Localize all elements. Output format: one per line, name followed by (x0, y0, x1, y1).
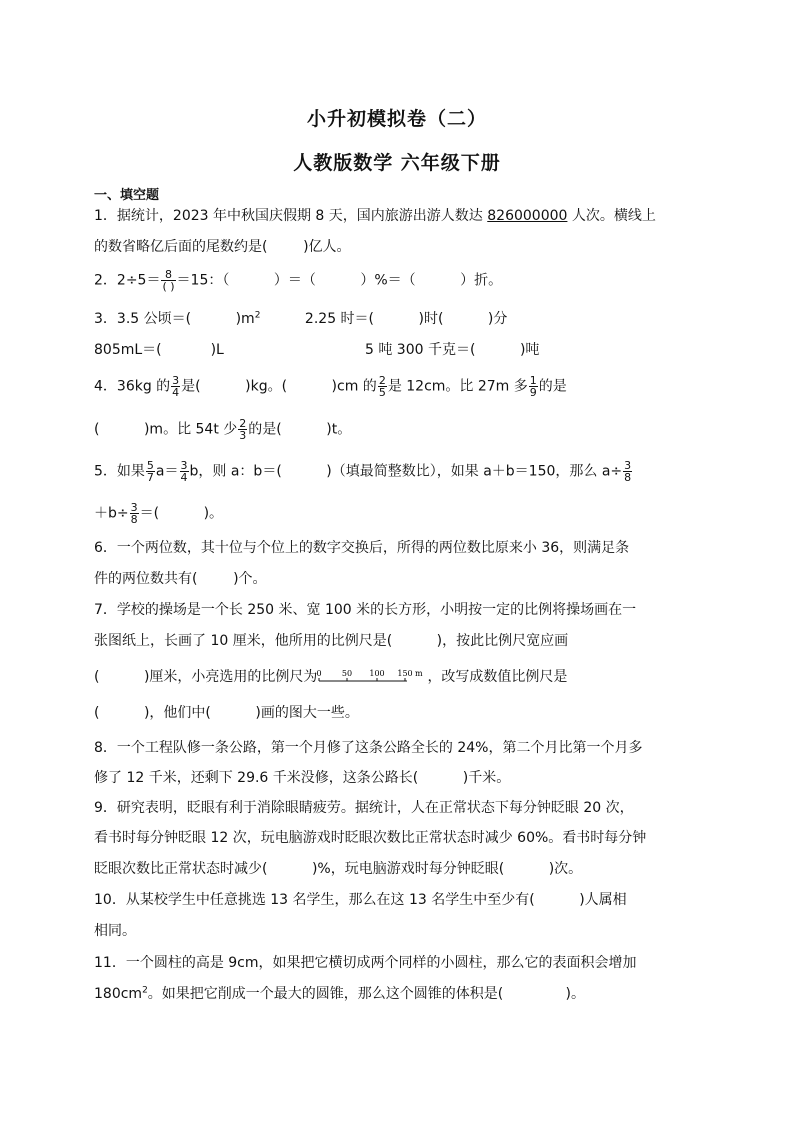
page-title: 小升初模拟卷（二） (306, 108, 487, 130)
underlined-number: 826000000 (487, 208, 568, 224)
question-6-line-1: 6．一个两位数，其十位与个位上的数字交换后，所得的两位数比原来小 36，则满足条 (94, 540, 630, 556)
question-11-line-2: $180cm^2$。如果把它削成一个最大的圆锥，那么这个圆锥的体积是( )。 (94, 985, 586, 1002)
fraction: $\frac{1}{9}$ (529, 374, 537, 399)
fraction: $\frac{2}{5}$ (378, 374, 386, 399)
fraction: $\frac{3}{4}$ (172, 374, 180, 399)
fraction: $\frac{3}{4}$ (180, 459, 188, 484)
question-10-line-2: 相同。 (94, 923, 136, 939)
question-1-line-2: 的数省略亿后面的尾数约是( )亿人。 (94, 239, 351, 255)
question-9-line-3: 眨眼次数比正常状态时减少( )%，玩电脑游戏时每分钟眨眼( )次。 (94, 861, 583, 877)
section-heading: 一、填空题 (94, 188, 160, 203)
scale-tick-label: 150 (397, 669, 414, 678)
question-4-line-2: ( )m。比 54t 少 $\frac{2}{3}$ 的是( )t。 (94, 417, 352, 442)
question-7-line-4: ( )，他们中( )画的图大一些。 (94, 705, 359, 721)
page-subtitle: 人教版数学 六年级下册 (293, 152, 501, 174)
question-9-line-1: 9．研究表明，眨眼有利于消除眼睛疲劳。据统计，人在正常状态下每分钟眨眼 20 次， (94, 800, 634, 816)
scale-bar-diagram (317, 668, 427, 686)
scale-tick-label: 50 (342, 669, 353, 678)
fraction: $\frac{3}{8}$ (130, 501, 138, 526)
question-3-line-2: 805mL＝( )L (94, 342, 224, 358)
fraction: $\frac{8}{( )}$ (162, 268, 175, 293)
question-8-line-1: 8．一个工程队修一条公路，第一个月修了这条公路全长的 24%，第二个月比第一个月多 (94, 740, 643, 756)
question-3-line-1: 3．3.5 公顷＝( )$m^2$ 2.25 时＝( )时( )分 (94, 310, 508, 327)
question-8-line-2: 修了 12 千米，还剩下 29.6 千米没修，这条公路长( )千米。 (94, 770, 511, 786)
fraction: $\frac{3}{8}$ (624, 459, 632, 484)
question-1-line-1: 1．据统计，2023 年中秋国庆假期 8 天，国内旅游出游人数达 826000000 人次。横线上 (94, 208, 656, 224)
scale-tick-label: 0 (316, 669, 322, 678)
question-5-line-1: 5．如果 $\frac{5}{7}$ a＝ $\frac{3}{4}$ b，则 a：b＝( )（填最简整数比），如果 a＋b＝150，那么 a÷ $\frac{3}{8}$ (94, 459, 632, 484)
question-3-line-2b: 5 吨 300 千克＝( )吨 (365, 342, 540, 358)
question-6-line-2: 件的两位数共有( )个。 (94, 571, 267, 587)
question-7-line-1: 7．学校的操场是一个长 250 米、宽 100 米的长方形，小明按一定的比例将操场画在一 (94, 602, 637, 618)
question-10-line-1: 10．从某校学生中任意挑选 13 名学生，那么在这 13 名学生中至少有( )人属相 (94, 892, 627, 908)
question-7-line-3: ( )厘米，小亮选用的比例尺为 0 50 100 150 m ，改写成数值比例尺是 (94, 669, 568, 685)
scale-tick-label: 100 (369, 669, 386, 678)
scale-unit: m (415, 669, 424, 678)
question-5-line-2: ＋b÷ $\frac{3}{8}$ ＝( )。 (94, 501, 224, 526)
fraction: $\frac{5}{7}$ (146, 459, 154, 484)
fraction: $\frac{2}{3}$ (239, 417, 247, 442)
question-4-line-1: 4．36kg 的 $\frac{3}{4}$ 是( )kg。( )cm 的 $\frac{2}{5}$ 是 12cm。比 27m 多 $\frac{1}{9}$ 的是 (94, 374, 567, 399)
question-7-line-2: 张图纸上，长画了 10 厘米，他所用的比例尺是( )，按此比例尺宽应画 (94, 633, 569, 649)
question-11-line-1: 11．一个圆柱的高是 9cm，如果把它横切成两个同样的小圆柱，那么它的表面积会增加 (94, 955, 637, 971)
question-9-line-2: 看书时每分钟眨眼 12 次，玩电脑游戏时眨眼次数比正常状态时减少 60%。看书时每分钟 (94, 830, 647, 846)
question-2: 2．2÷5＝ $\frac{8}{( )}$ ＝15：（ ）＝（ ）%＝（ ）折。 (94, 268, 503, 293)
